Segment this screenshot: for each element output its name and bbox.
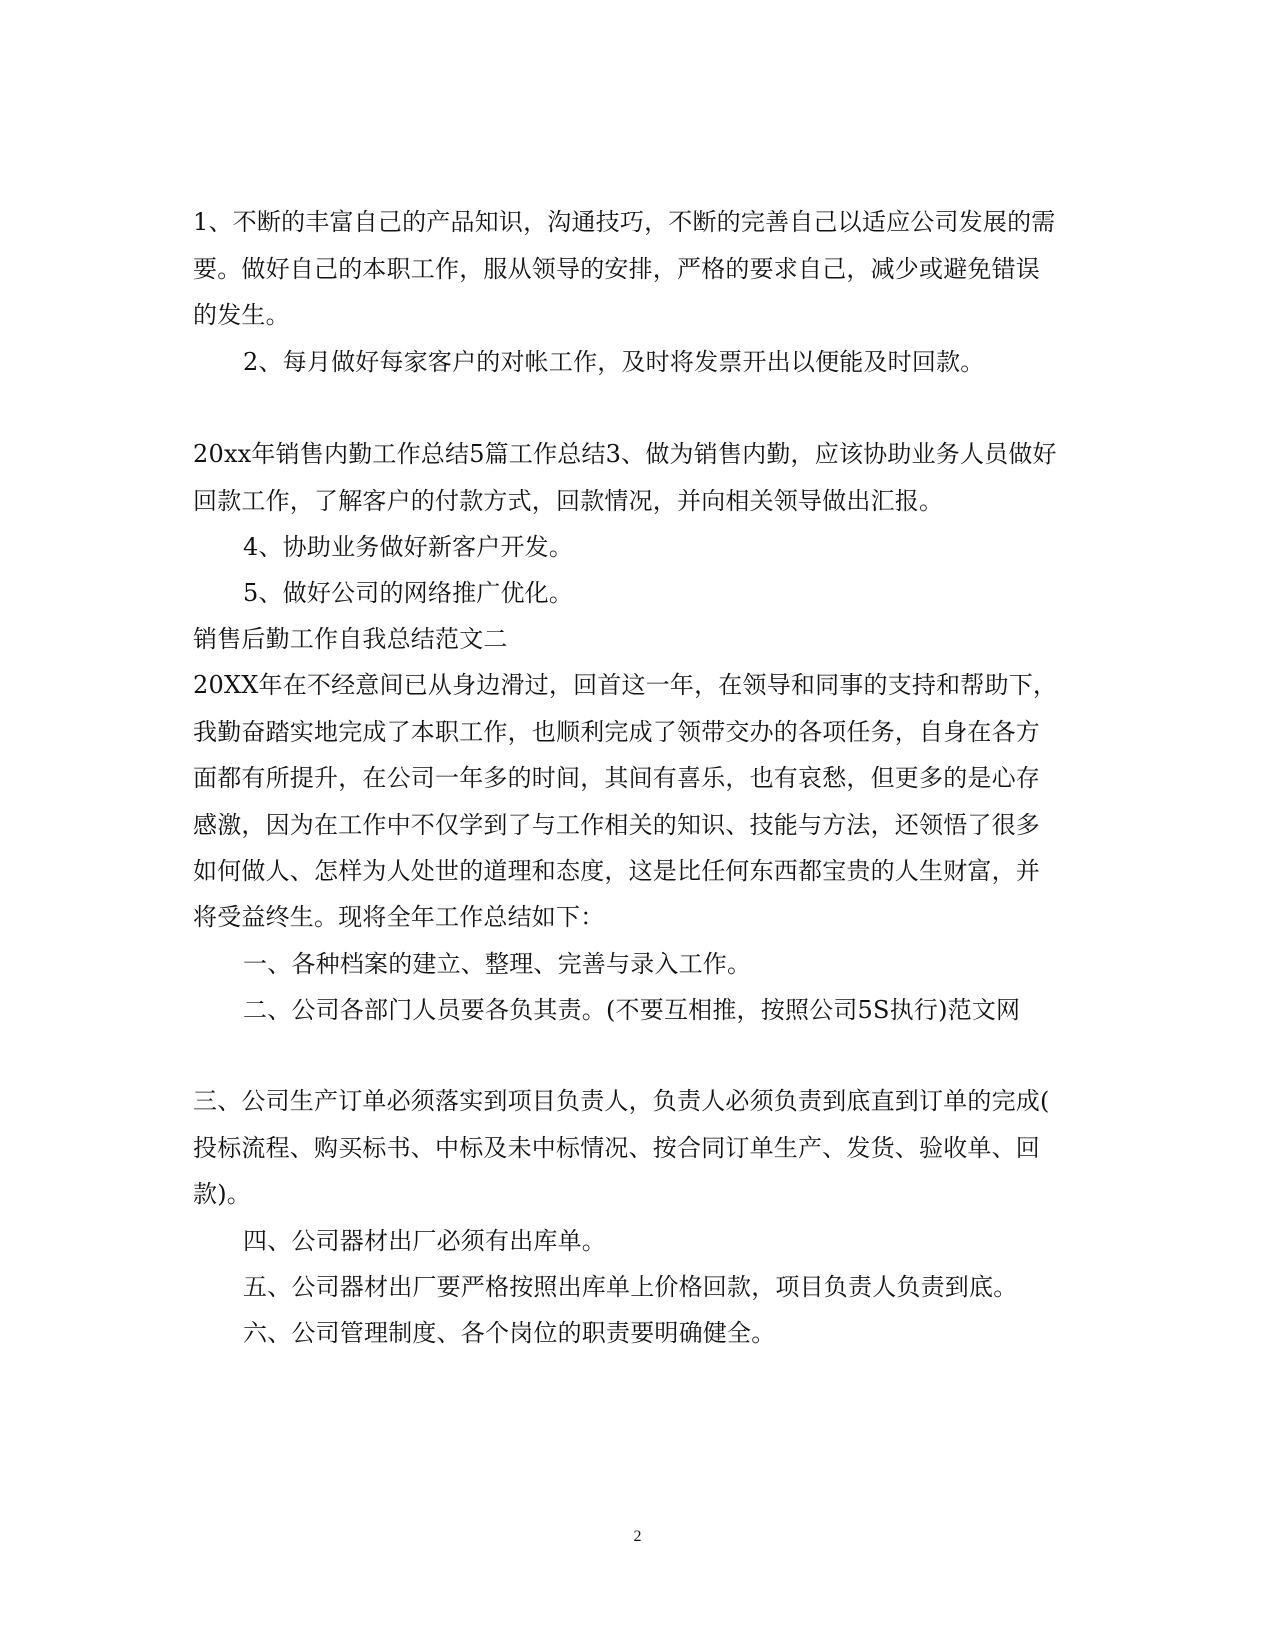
page-number: 2 bbox=[633, 1528, 642, 1545]
text-line: 1、不断的丰富自己的产品知识，沟通技巧，不断的完善自己以适应公司发展的需 bbox=[193, 208, 1056, 236]
text-line: 四、公司器材出厂必须有出库单。 bbox=[243, 1227, 606, 1255]
text-line: 投标流程、购买标书、中标及未中标情况、按合同订单生产、发货、验收单、回 bbox=[193, 1134, 1040, 1162]
text-line: 我勤奋踏实地完成了本职工作，也顺利完成了领带交办的各项任务，自身在各方 bbox=[193, 718, 1040, 746]
text-line: 面都有所提升，在公司一年多的时间，其间有喜乐，也有哀愁，但更多的是心存 bbox=[193, 764, 1040, 792]
text-line: 六、公司管理制度、各个岗位的职责要明确健全。 bbox=[243, 1319, 776, 1347]
text-line: 20XX年在不经意间已从身边滑过，回首这一年，在领导和同事的支持和帮助下， bbox=[193, 671, 1058, 699]
text-line: 5、做好公司的网络推广优化。 bbox=[243, 579, 574, 607]
text-line: 一、各种档案的建立、整理、完善与录入工作。 bbox=[243, 950, 752, 978]
text-line: 如何做人、怎样为人处世的道理和态度，这是比任何东西都宝贵的人生财富，并 bbox=[193, 857, 1040, 885]
text-line: 款)。 bbox=[193, 1180, 251, 1208]
text-line: 20xx年销售内勤工作总结5篇工作总结3、做为销售内勤，应该协助业务人员做好 bbox=[193, 440, 1057, 468]
text-line: 将受益终生。现将全年工作总结如下： bbox=[193, 903, 605, 931]
text-line: 2、每月做好每家客户的对帐工作，及时将发票开出以便能及时回款。 bbox=[243, 348, 985, 376]
text-line: 要。做好自己的本职工作，服从领导的安排，严格的要求自己，减少或避免错误 bbox=[193, 255, 1040, 283]
section-heading: 销售后勤工作自我总结范文二 bbox=[193, 625, 508, 653]
text-line: 回款工作，了解客户的付款方式，回款情况，并向相关领导做出汇报。 bbox=[193, 487, 944, 515]
text-line: 感激，因为在工作中不仅学到了与工作相关的知识、技能与方法，还领悟了很多 bbox=[193, 811, 1040, 839]
text-line: 三、公司生产订单必须落实到项目负责人，负责人必须负责到底直到订单的完成( bbox=[193, 1087, 1050, 1115]
text-line: 4、协助业务做好新客户开发。 bbox=[243, 533, 574, 561]
text-line: 的发生。 bbox=[193, 301, 290, 329]
text-line: 五、公司器材出厂要严格按照出库单上价格回款，项目负责人负责到底。 bbox=[243, 1273, 1018, 1301]
text-line: 二、公司各部门人员要各负其责。(不要互相推，按照公司5S执行)范文网 bbox=[243, 996, 1021, 1024]
